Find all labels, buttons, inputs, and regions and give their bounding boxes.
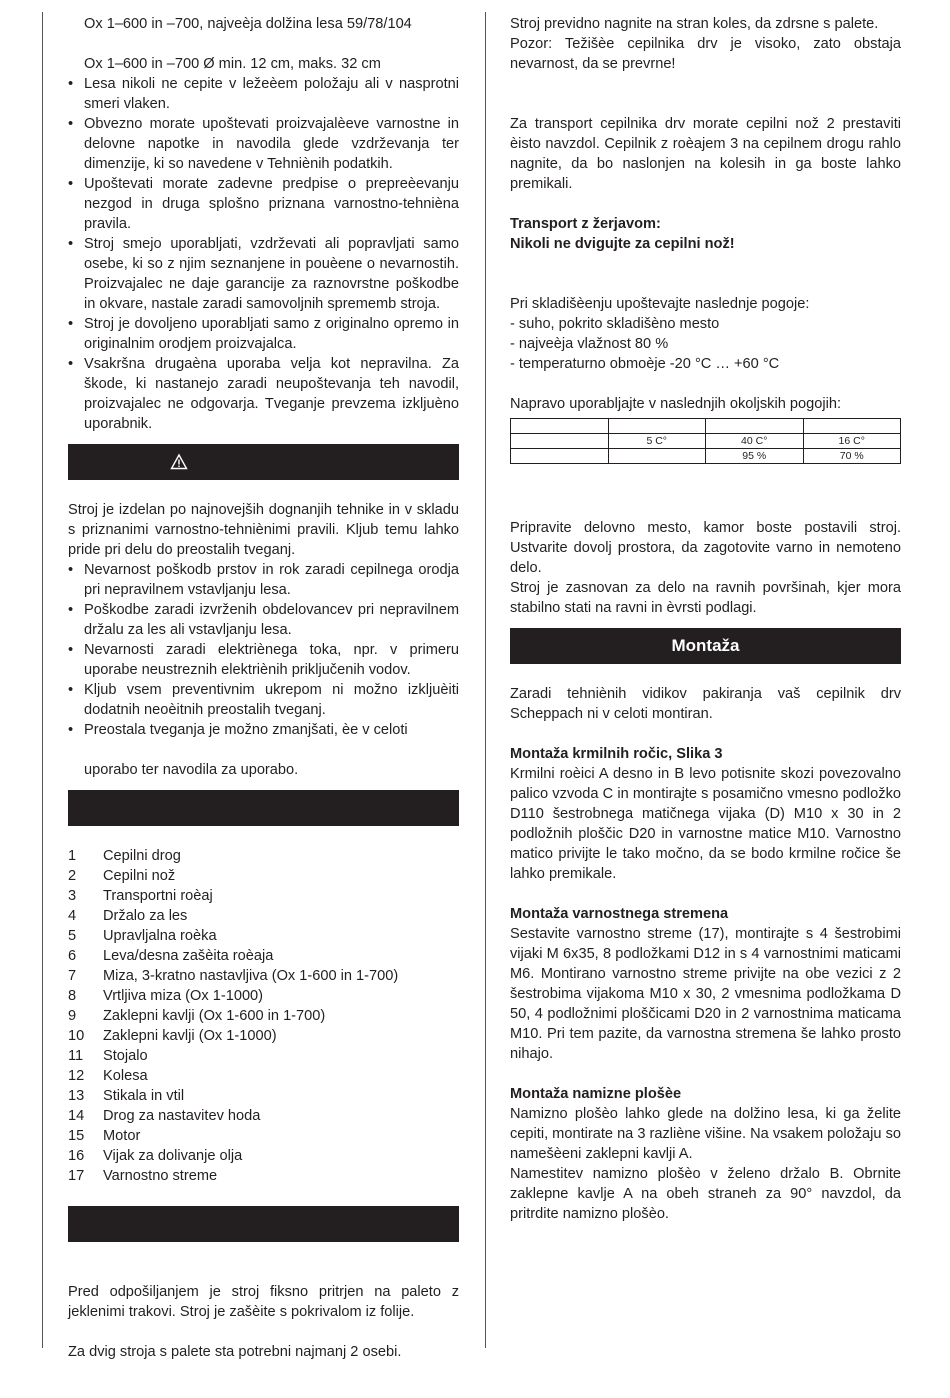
list-item: • Stroj smejo uporabljati, vzdrževati ali popravljati samo osebe, ki so z njim seznanjene in pouèene o nevarnostih. Proizvajalec ne daje garancije za raznovrstne poškodbe in okvare, nastale zaradi samovoljnih sprememb stroja. xyxy=(68,234,459,314)
storage-item: - najveèja vlažnost 80 % xyxy=(510,336,669,352)
parts-heading-bar xyxy=(68,790,459,826)
storage-item: - suho, pokrito skladišèno mesto xyxy=(510,316,720,332)
table-cell: 70 % xyxy=(803,449,901,464)
item-number: 9 xyxy=(68,1008,77,1024)
list-item xyxy=(68,1106,459,1126)
table-row xyxy=(511,434,901,449)
item-label: Kolesa xyxy=(103,1068,148,1084)
list-item xyxy=(68,966,459,986)
residual-bullet-list xyxy=(68,560,459,740)
item-number: 2 xyxy=(68,868,77,884)
table-cell: 16 C° xyxy=(803,434,901,449)
tilt-warning: Pozor: Težišèe cepilnika drv je visoko, zato obstaja nevarnost, da se prevrne! xyxy=(510,36,901,72)
item-number: 10 xyxy=(68,1028,85,1044)
list-item xyxy=(68,866,459,886)
residual-intro: Stroj je izdelan po najnovejših dognanjih tehnike in v skladu s priznanimi varnostno-tehniènimi pravili. Kljub temu lahko pride pri delu do preostalih tveganj. xyxy=(68,502,459,558)
item-label: Držalo za les xyxy=(103,908,188,924)
item-number: 13 xyxy=(68,1088,85,1104)
table-cell xyxy=(608,419,706,434)
table-cell xyxy=(803,419,901,434)
environment-table xyxy=(510,418,901,464)
item-label: Cepilni nož xyxy=(103,868,176,884)
subsection-title: Montaža krmilnih ročic, Slika 3 xyxy=(510,746,723,762)
item-label: Drog za nastavitev hoda xyxy=(103,1108,261,1124)
subsection-text: Namestitev namizno plošèo v želeno držalo B. Obrnite zaklepne kavlje A na obeh straneh za 90° navzdol, da pritrdite namizno plošèo. xyxy=(510,1166,901,1222)
item-number: 15 xyxy=(68,1128,85,1144)
item-number: 6 xyxy=(68,948,77,964)
residual-tail: uporabo ter navodila za uporabo. xyxy=(84,762,299,778)
subsection-text: Krmilni roèici A desno in B levo potisnite skozi povezovalno palico vzvoda C in montirajte s posamično vmesno podložko D110 šestrobnega matičnega vijaka (D) M10 x 30 in 2 podložnih ploščic D20 in varnostne matice M10. Varnostno matico privijte le tako močno, da se bodo krmilne ročice še lahko premikale. xyxy=(510,766,901,882)
item-label: Zaklepni kavlji (Ox 1-600 in 1-700) xyxy=(103,1008,326,1024)
item-label: Miza, 3-kratno nastavljiva (Ox 1-600 in 1-700) xyxy=(103,968,399,984)
list-item xyxy=(68,946,459,966)
table-cell xyxy=(706,419,804,434)
item-label: Stojalo xyxy=(103,1048,148,1064)
delivery-heading-bar xyxy=(68,1206,459,1242)
delivery-text: Za dvig stroja s palete sta potrebni najmanj 2 osebi. xyxy=(68,1344,402,1360)
list-item: • Kljub vsem preventivnim ukrepom ni možno izkljuèiti dodatnih neoèitnih preostalih tveganj. xyxy=(68,680,459,720)
list-item xyxy=(68,1086,459,1106)
storage-item: - temperaturno obmoèje -20 °C … +60 °C xyxy=(510,356,780,372)
table-row xyxy=(511,419,901,434)
delivery-text: Pred odpošiljanjem je stroj fiksno pritrjen na paleto z jeklenimi trakovi. Stroj je zašèite s pokrivalom iz folije. xyxy=(68,1284,459,1320)
table-cell xyxy=(511,434,609,449)
table-cell xyxy=(608,449,706,464)
list-item xyxy=(68,926,459,946)
table-cell: 95 % xyxy=(706,449,804,464)
table-cell: 40 C° xyxy=(706,434,804,449)
item-label: Transportni roèaj xyxy=(103,888,213,904)
list-item xyxy=(68,1146,459,1166)
subsection-text: Sestavite varnostno streme (17), montirajte s 4 šestrobimi vijaki M 6x35, 8 podložkami D12 in s 4 varnostnimi maticami M6. Montirano varnostno streme privijte na obe vezici z 2 šestrobima vijakoma M10 x 30, 2 vmesnima podložkama D 50, 4 podložnimi ploščicami D20 in 2 varnostnima maticama M10. Pri tem pazite, da varnostna stremena še lahko prosto nihajo. xyxy=(510,926,901,1062)
item-label: Stikala in vtil xyxy=(103,1088,185,1104)
table-cell: 5 C° xyxy=(608,434,706,449)
item-label: Vijak za dolivanje olja xyxy=(103,1148,243,1164)
list-item xyxy=(68,886,459,906)
item-label: Vrtljiva miza (Ox 1-1000) xyxy=(103,988,264,1004)
subsection-text: Namizno plošèo lahko glede na dolžino lesa, ki ga želite cepiti, montirate na 3 razliène višine. Na vsakem položaju so namešèeni zaklepni kavlji A. xyxy=(510,1106,901,1162)
list-item: • Nevarnosti zaradi elektriènega toka, npr. v primeru uporabe neustreznih elektriènih priključenih vodov. xyxy=(68,640,459,680)
list-item: • Lesa nikoli ne cepite v ležeèem položaju ali v nasprotni smeri vlaken. xyxy=(68,74,459,114)
item-label: Upravljalna roèka xyxy=(103,928,217,944)
item-label: Leva/desna zašèita roèaja xyxy=(103,948,274,964)
safety-bullet-list xyxy=(68,74,459,434)
list-item xyxy=(68,1166,459,1186)
list-item xyxy=(68,846,459,866)
item-label: Cepilni drog xyxy=(103,848,181,864)
intro-line: Ox 1–600 in –700, najveèja dolžina lesa 59/78/104 xyxy=(84,16,412,32)
column-rule-center xyxy=(485,12,486,1348)
list-item: • Upoštevati morate zadevne predpise o prepreèevanju nezgod in druga splošno priznana varnostno-tehnièna pravila. xyxy=(68,174,459,234)
item-number: 8 xyxy=(68,988,77,1004)
environment-intro: Napravo uporabljajte v naslednjih okoljskih pogojih: xyxy=(510,396,841,412)
montaza-intro: Zaradi tehniènih vidikov pakiranja vaš cepilnik drv Scheppach ni v celoti montiran. xyxy=(510,686,901,722)
right-column xyxy=(510,14,901,1224)
list-item xyxy=(68,906,459,926)
list-item xyxy=(68,1046,459,1066)
item-number: 16 xyxy=(68,1148,85,1164)
list-item xyxy=(68,1066,459,1086)
subsection-title: Montaža varnostnega stremena xyxy=(510,906,729,922)
crane-text: Nikoli ne dvigujte za cepilni nož! xyxy=(510,236,735,252)
list-item: • Obvezno morate upoštevati proizvajalèeve varnostne in delovne napotke in navodila glede vzdrževanja ter dimenzije, ki so navedene v Tehniènih podatkih. xyxy=(68,114,459,174)
list-item xyxy=(68,1126,459,1146)
table-cell xyxy=(511,449,609,464)
crane-title: Transport z žerjavom: xyxy=(510,216,661,232)
item-label: Varnostno streme xyxy=(103,1168,218,1184)
item-number: 17 xyxy=(68,1168,85,1184)
storage-intro: Pri skladišèenju upoštevajte naslednje pogoje: xyxy=(510,296,810,312)
item-number: 1 xyxy=(68,848,77,864)
parts-list xyxy=(68,846,459,1186)
list-item xyxy=(68,1026,459,1046)
intro-line: Ox 1–600 in –700 Ø min. 12 cm, maks. 32 cm xyxy=(84,56,381,72)
section-title: Montaža xyxy=(671,636,740,655)
list-item xyxy=(68,986,459,1006)
tilt-text: Stroj previdno nagnite na stran koles, da zdrsne s palete. xyxy=(510,16,879,32)
item-number: 7 xyxy=(68,968,77,984)
item-number: 4 xyxy=(68,908,77,924)
montaza-heading-bar xyxy=(510,628,901,664)
warning-triangle-icon xyxy=(170,453,188,471)
list-item xyxy=(68,1006,459,1026)
residual-risks-heading-bar xyxy=(68,444,459,480)
item-label: Motor xyxy=(103,1128,141,1144)
item-number: 3 xyxy=(68,888,77,904)
item-number: 12 xyxy=(68,1068,85,1084)
item-number: 5 xyxy=(68,928,77,944)
list-item: • Vsakršna drugaèna uporaba velja kot nepravilna. Za škode, ki nastanejo zaradi neupoštevanja teh navodil, proizvajalec ne odgovarja. Tveganje prevzema izkljuèno uporabnik. xyxy=(68,354,459,434)
subsection-title: Montaža namizne plošèe xyxy=(510,1086,682,1102)
list-item: • Poškodbe zaradi izvrženih obdelovancev pri nepravilnem držalu za les ali vstavljanju lesa. xyxy=(68,600,459,640)
table-row xyxy=(511,449,901,464)
left-column xyxy=(68,14,459,1362)
item-number: 14 xyxy=(68,1108,85,1124)
workplace-text: Pripravite delovno mesto, kamor boste postavili stroj. Ustvarite dovolj prostora, da zagotovite varno in nemoteno delo. xyxy=(510,520,901,576)
list-item: • Stroj je dovoljeno uporabljati samo z originalno opremo in originalnim orodjem proizvajalca. xyxy=(68,314,459,354)
item-label: Zaklepni kavlji (Ox 1-1000) xyxy=(103,1028,277,1044)
column-rule-left xyxy=(42,12,43,1348)
table-cell xyxy=(511,419,609,434)
workplace-text: Stroj je zasnovan za delo na ravnih površinah, kjer mora stabilno stati na ravni in èvrsti podlagi. xyxy=(510,580,901,616)
item-number: 11 xyxy=(68,1048,84,1064)
transport-text: Za transport cepilnika drv morate cepilni nož 2 prestaviti èisto navzdol. Cepilnik z roèajem 3 na cepilnem drogu rahlo nagnite, da bo naslonjen na kolesih in ga boste lahko premikali. xyxy=(510,116,901,192)
list-item: • Preostala tveganja je možno zmanjšati, èe v celoti xyxy=(68,720,459,740)
list-item: • Nevarnost poškodb prstov in rok zaradi cepilnega orodja pri nepravilnem vstavljanju lesa. xyxy=(68,560,459,600)
